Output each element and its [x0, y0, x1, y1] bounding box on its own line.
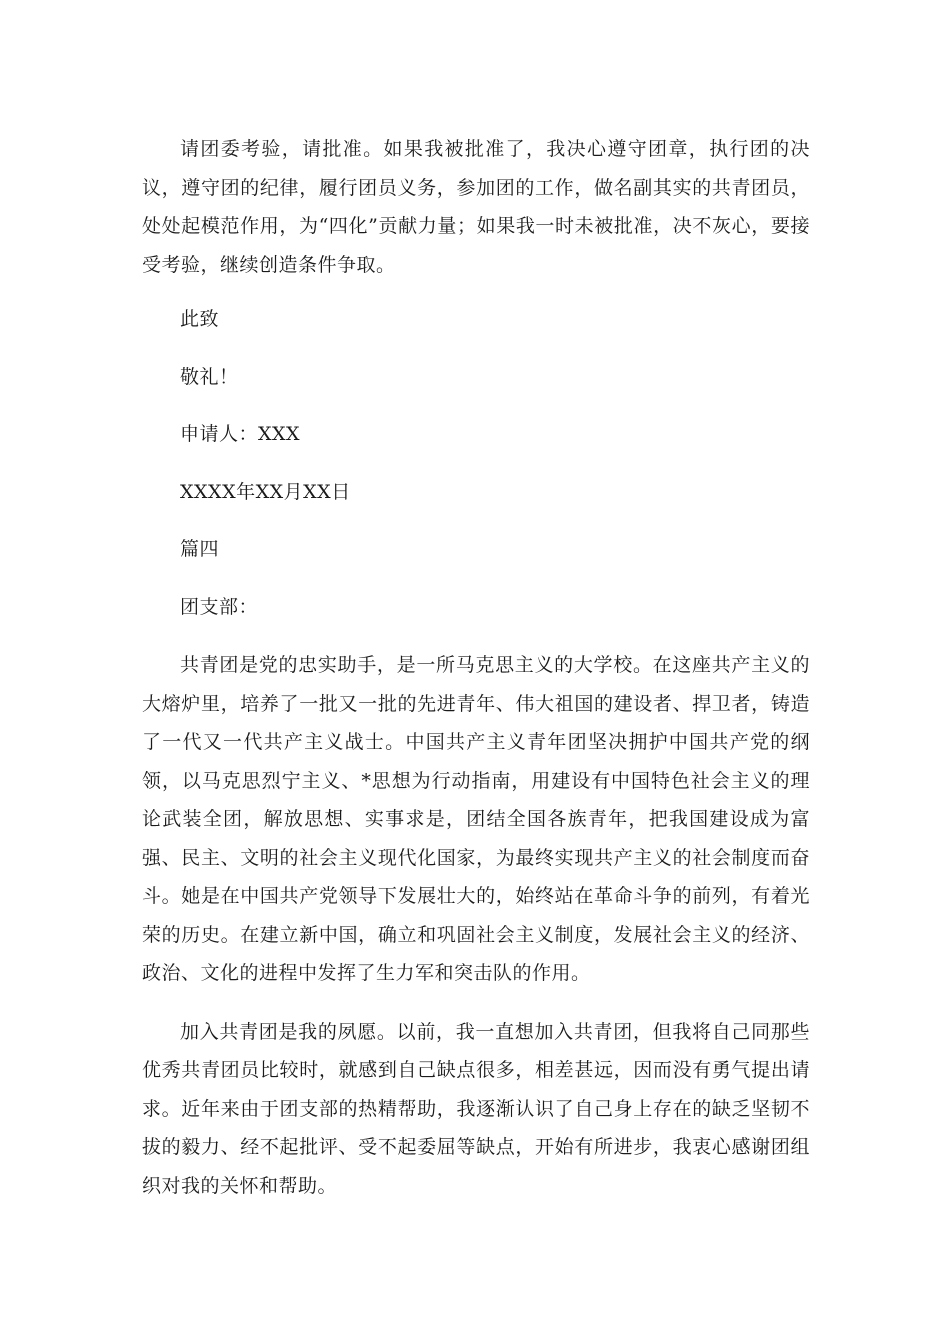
applicant-signature: 申请人：XXX — [180, 423, 301, 445]
paragraph-league-intro: 共青团是党的忠实助手，是一所马克思主义的大学校。在这座共产主义的大熔炉里，培养了一批又一批的先进青年、伟大祖国的建设者、捍卫者，铸造了一代又一代共产主义战士。中国共产主义青年团坚决拥护中国共产党的纲领，以马克思烈宁主义、*思想为行动指南，用建设有中国特色社会主义的理论武装全团，解放思想、实事求是，团结全国各族青年，把我国建设成为富强、民主、文明的社会主义现代化国家，为最终实现共产主义的社会制度而奋斗。她是在中国共产党领导下发展壮大的，始终站在革命斗争的前列，有着光荣的历史。在建立新中国，确立和巩固社会主义制度，发展社会主义的经济、政治、文化的进程中发挥了生力军和突击队的作用。 — [142, 654, 810, 984]
paragraph-approval-request: 请团委考验，请批准。如果我被批准了，我决心遵守团章，执行团的决议，遵守团的纪律，履行团员义务，参加团的工作，做名副其实的共青团员，处处起模范作用，为“四化”贡献力量；如果我一时未被批准，决不灰心，要接受考验，继续创造条件争取。 — [142, 138, 810, 276]
section-title: 篇四 — [180, 538, 220, 560]
document-body — [142, 130, 810, 1205]
salutation: 团支部： — [180, 595, 259, 618]
application-date: XXXX年XX月XX日 — [180, 480, 351, 503]
closing-salute: 敬礼！ — [180, 365, 239, 388]
paragraph-personal-wish: 加入共青团是我的夙愿。以前，我一直想加入共青团，但我将自己同那些优秀共青团员比较时，就感到自己缺点很多，相差甚远，因而没有勇气提出请求。近年来由于团支部的热精帮助，我逐渐认识了自己身上存在的缺乏坚韧不拔的毅力、经不起批评、受不起委屈等缺点，开始有所进步，我衷心感谢团组织对我的关怀和帮助。 — [142, 1020, 810, 1197]
closing-regards: 此致 — [180, 308, 220, 330]
